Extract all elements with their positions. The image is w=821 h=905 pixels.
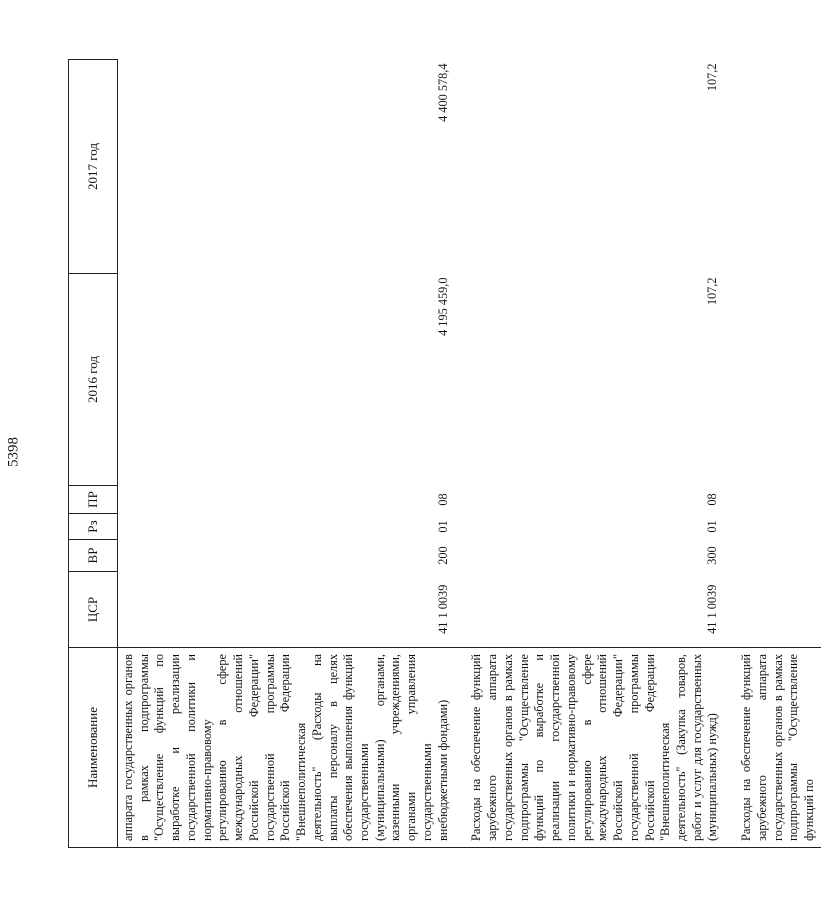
row-2016: 107,2: [705, 277, 720, 306]
page-number-wrap: [5, 0, 34, 905]
page-number: 5398: [5, 437, 22, 467]
header-2017: 2017 год: [69, 60, 118, 274]
header-pr: ПР: [69, 486, 118, 514]
row-rz: [736, 514, 821, 540]
row-rz: 01: [705, 520, 720, 533]
row-spacer: [454, 60, 466, 848]
row-2017: 4 400 578,4: [435, 63, 450, 122]
header-name: Наименование: [69, 648, 118, 848]
table-header-row: [69, 60, 118, 848]
row-2017: 107,2: [705, 63, 720, 92]
budget-table: [68, 59, 821, 848]
table-row: [736, 60, 821, 848]
row-2016: 4 195 459,0: [435, 277, 450, 336]
row-2016: [736, 274, 821, 486]
row-pr: 08: [435, 493, 450, 506]
row-name: Расходы на обеспечение функций зарубежного аппарата государственных органов в рамках подпрограммы "Осуществление функций по выработке и реализации государственной политики и нормативно-правовому регулированию в сфере международных отношений Российской Федерации" государственной программы Российской Федерации "Внешнеполитическая деятельность" (Закупка товаров, работ и услуг для государственных (муниципальных) нужд): [466, 648, 724, 848]
row-vr: 300: [705, 546, 720, 565]
row-csr: [736, 572, 821, 648]
header-2016: 2016 год: [69, 274, 118, 486]
table-row: [466, 60, 724, 848]
row-csr: 41 1 0039: [466, 572, 724, 648]
header-csr: ЦСР: [69, 572, 118, 648]
row-name: аппарата государственных органов в рамках подпрограммы "Осуществление функций по выработке и реализации государственной политики и нормативно-правовому регулированию в сфере международных отношений Российской Федерации" государственной программы Российской Федерации "Внешнеполитическая деятельность" (Расходы на выплаты персоналу в целях обеспечения выполнения функций государственными (муниципальными) органами, казенными учреждениями, органами управления государственными внебюджетными фондами): [118, 648, 455, 848]
row-spacer: [724, 60, 736, 848]
row-csr: 41 1 0039: [118, 572, 455, 648]
header-rz: Рз: [69, 514, 118, 540]
row-name: Расходы на обеспечение функций зарубежного аппарата государственных органов в рамках подпрограммы "Осуществление функций по: [736, 648, 821, 848]
row-vr: [736, 540, 821, 572]
row-pr: 08: [705, 493, 720, 506]
budget-table-rotated: [68, 60, 817, 848]
table-row: [118, 60, 455, 848]
row-pr: [736, 486, 821, 514]
row-2017: [736, 60, 821, 274]
row-vr: 200: [435, 546, 450, 565]
header-vr: ВР: [69, 540, 118, 572]
row-rz: 01: [435, 520, 450, 533]
